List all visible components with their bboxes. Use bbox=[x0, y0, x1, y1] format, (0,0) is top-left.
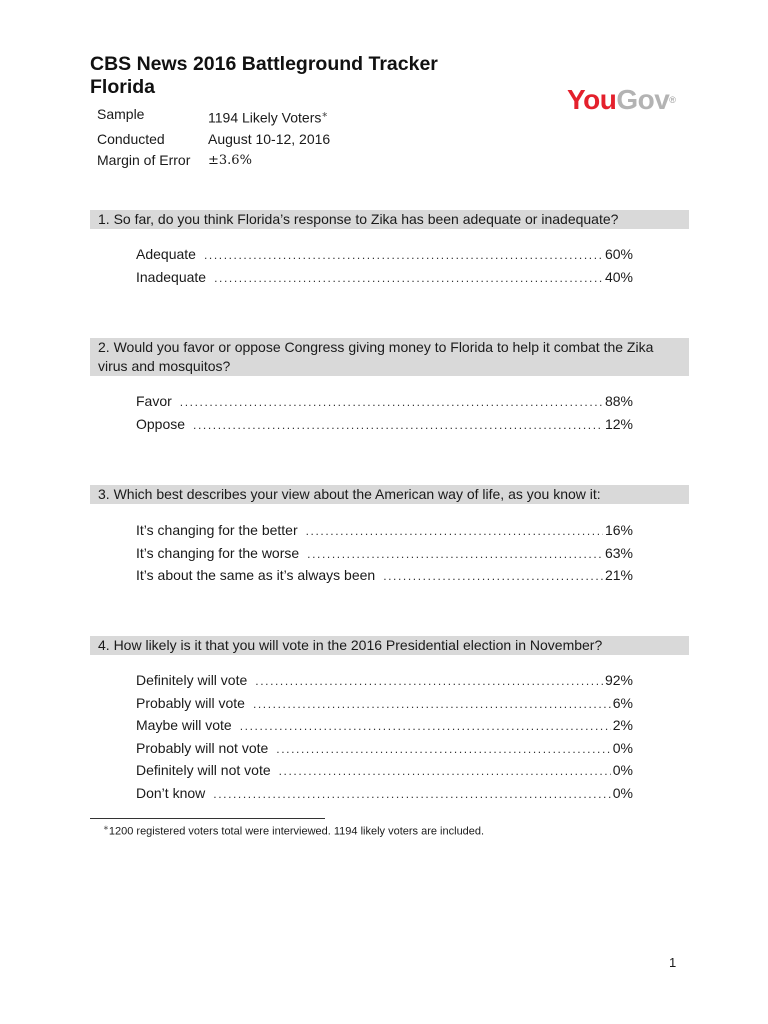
answer-value: 88% bbox=[604, 393, 633, 409]
page-number: 1 bbox=[669, 955, 677, 970]
dot-leader bbox=[214, 268, 603, 290]
dot-leader bbox=[180, 392, 603, 414]
answer-label: Adequate bbox=[136, 246, 196, 262]
title-line-1: CBS News 2016 Battleground Tracker bbox=[90, 53, 438, 75]
answer-row bbox=[136, 244, 633, 267]
answer-row bbox=[136, 520, 633, 543]
answer-value: 2% bbox=[612, 717, 633, 733]
sample-label: Sample bbox=[97, 106, 145, 122]
answer-label: Maybe will vote bbox=[136, 717, 232, 733]
moe-label: Margin of Error bbox=[97, 151, 191, 168]
moe-value: ±3.6% bbox=[208, 152, 252, 168]
answer-value: 16% bbox=[604, 522, 633, 538]
logo-registered-mark: ® bbox=[669, 95, 676, 105]
question-2: 2. Would you favor or oppose Congress giving money to Florida to help it combat the Zika virus and mosquitos? bbox=[90, 338, 689, 376]
answer-row bbox=[136, 715, 633, 738]
dot-leader bbox=[204, 245, 603, 267]
answer-value: 6% bbox=[612, 694, 633, 711]
answer-value: 0% bbox=[612, 762, 633, 778]
answer-row bbox=[136, 760, 633, 783]
answer-row bbox=[136, 738, 633, 761]
answer-label: It’s about the same as it’s always been bbox=[136, 567, 376, 583]
conducted-row bbox=[97, 129, 330, 150]
answer-row bbox=[136, 565, 633, 588]
footnote-text: 1200 registered voters total were interviewed. 1194 likely voters are included. bbox=[108, 825, 485, 838]
logo-you: You bbox=[567, 84, 617, 115]
answer-label: Inadequate bbox=[136, 268, 207, 285]
answers-1 bbox=[136, 244, 633, 289]
dot-leader bbox=[279, 761, 611, 783]
answer-label: Don’t know bbox=[136, 784, 206, 801]
sample-value bbox=[208, 104, 328, 129]
answer-row bbox=[136, 693, 633, 716]
dot-leader bbox=[306, 521, 603, 543]
yougov-logo bbox=[567, 84, 675, 116]
dot-leader bbox=[276, 739, 610, 761]
answer-value: 63% bbox=[604, 544, 633, 561]
question-4: 4. How likely is it that you will vote in the 2016 Presidential election in November? bbox=[90, 636, 689, 655]
answer-row bbox=[136, 267, 633, 290]
answer-label: Favor bbox=[136, 393, 172, 409]
answers-4 bbox=[136, 670, 633, 805]
dot-leader bbox=[193, 415, 603, 437]
dot-leader bbox=[307, 544, 603, 566]
answer-row bbox=[136, 391, 633, 414]
moe-row bbox=[97, 150, 330, 171]
answers-3 bbox=[136, 520, 633, 588]
dot-leader bbox=[255, 671, 603, 693]
answer-value: 12% bbox=[604, 415, 633, 432]
survey-info bbox=[97, 104, 330, 171]
answer-label: It’s changing for the better bbox=[136, 522, 298, 538]
dot-leader bbox=[240, 716, 611, 738]
conducted-value: August 10-12, 2016 bbox=[208, 130, 331, 147]
answer-value: 60% bbox=[604, 246, 633, 262]
dot-leader bbox=[213, 784, 611, 806]
answer-label: Definitely will not vote bbox=[136, 762, 271, 778]
answer-value: 21% bbox=[604, 567, 633, 583]
dot-leader bbox=[383, 566, 603, 588]
answer-value: 0% bbox=[612, 784, 633, 801]
answer-label: Oppose bbox=[136, 415, 186, 432]
answer-row bbox=[136, 543, 633, 566]
answer-value: 92% bbox=[604, 672, 633, 688]
answer-row bbox=[136, 414, 633, 437]
title-line-2: Florida bbox=[90, 76, 156, 98]
answer-row bbox=[136, 670, 633, 693]
page-title bbox=[90, 53, 438, 99]
question-3: 3. Which best describes your view about the American way of life, as you know it: bbox=[90, 485, 689, 504]
conducted-label: Conducted bbox=[97, 130, 165, 147]
sample-value-text: 1194 Likely Voters bbox=[208, 109, 322, 126]
answer-label: Probably will vote bbox=[136, 694, 245, 711]
answer-row bbox=[136, 783, 633, 806]
logo-gov: Gov bbox=[616, 84, 670, 115]
footnote-divider bbox=[90, 818, 325, 819]
answer-value: 40% bbox=[604, 268, 633, 285]
dot-leader bbox=[253, 694, 611, 716]
answer-label: Definitely will vote bbox=[136, 672, 248, 688]
answer-value: 0% bbox=[612, 739, 633, 756]
footnote bbox=[103, 824, 484, 838]
sample-footnote-mark: ∗ bbox=[321, 110, 329, 119]
answer-label: It’s changing for the worse bbox=[136, 544, 300, 561]
question-1: 1. So far, do you think Florida’s response to Zika has been adequate or inadequate? bbox=[90, 210, 689, 229]
sample-row bbox=[97, 104, 330, 129]
footnote-mark: ∗ bbox=[103, 825, 109, 832]
answer-label: Probably will not vote bbox=[136, 739, 269, 756]
answers-2 bbox=[136, 391, 633, 436]
